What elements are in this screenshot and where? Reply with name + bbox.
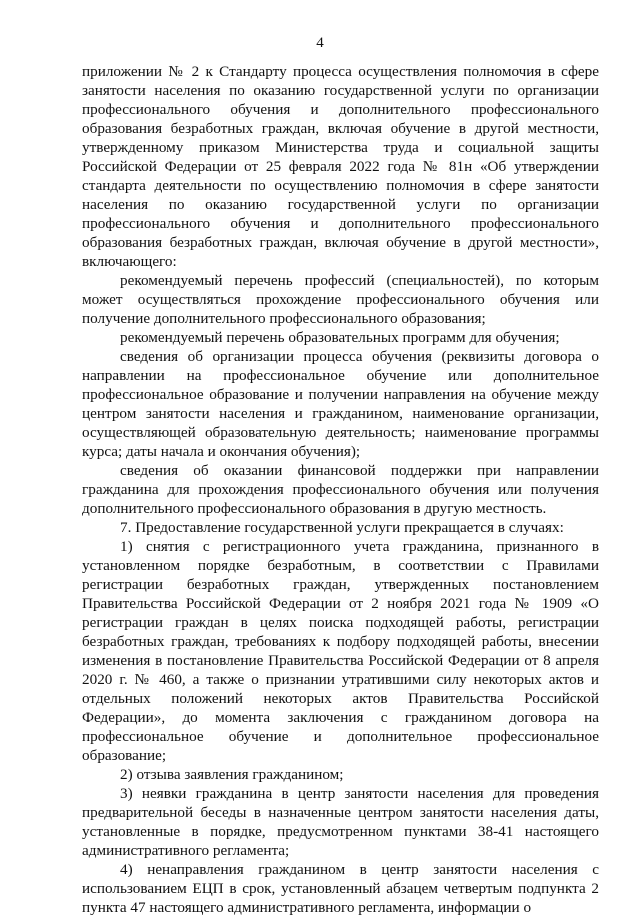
- paragraph-item-2: 2) отзыва заявления гражданином;: [120, 766, 344, 783]
- paragraph-programs-list: рекомендуемый перечень образовательных программ для обучения;: [120, 329, 560, 346]
- paragraph-financial-support: сведения об оказании финансовой поддержки при направлении гражданина для прохождения профессионального обучения или получения дополнительного профессионального образования в другую местность.: [82, 462, 599, 517]
- paragraph-continuation: приложении № 2 к Стандарту процесса осуществления полномочия в сфере занятости населения по оказанию государственной услуги по организации профессионального обучения и дополнительного профессионального образования безработных граждан, включая обучение в другой местности, утвержденному приказом Министерства труда и социальной защиты Российской Федерации от 25 февраля 2022 года № 81н «Об утверждении стандарта деятельности по осуществлению полномочия в сфере занятости населения по оказанию государственной услуги по организации профессионального обучения и дополнительного профессионального образования безработных граждан, включая обучение в другой местности», включающего:: [82, 63, 599, 270]
- paragraph-item-3: 3) неявки гражданина в центр занятости населения для проведения предварительной беседы в назначенные центром занятости населения даты, установленные в порядке, предусмотренном пунктами 38-41 настоящего административного регламента;: [82, 785, 599, 859]
- paragraph-training-info: сведения об организации процесса обучения (реквизиты договора о направлении на профессиональное обучение или дополнительное профессиональное образование и получении направления на обучение между центром занятости населения и гражданином, наименование организации, осуществляющей образовательную деятельность; наименование программы курса; даты начала и окончания обучения);: [82, 348, 599, 460]
- page-number: 4: [316, 35, 324, 51]
- document-body: [82, 62, 599, 917]
- paragraph-professions-list: рекомендуемый перечень профессий (специальностей), по которым может осуществляться прохождение профессионального обучения или получение дополнительного профессионального образования;: [82, 272, 599, 327]
- paragraph-item-4: 4) ненаправления гражданином в центр занятости населения с использованием ЕЦП в срок, установленный абзацем четвертым подпункта 2 пункта 47 настоящего административного регламента, информации о: [82, 861, 599, 916]
- paragraph-item-1: 1) снятия с регистрационного учета гражданина, признанного в установленном порядке безработным, в соответствии с Правилами регистрации безработных граждан, утвержденных постановлением Правительства Российской Федерации от 2 ноября 2021 года № 1909 «О регистрации граждан в целях поиска подходящей работы, регистрации безработных граждан, требованиях к подбору подходящей работы, внесении изменения в постановление Правительства Российской Федерации от 8 апреля 2020 г. № 460, а также о признании утратившими силу некоторых актов и отдельных положений некоторых актов Правительства Российской Федерации», до момента заключения с гражданином договора на профессиональное обучение и дополнительное профессиональное образование;: [82, 538, 599, 764]
- paragraph-section-7: 7. Предоставление государственной услуги прекращается в случаях:: [120, 519, 564, 536]
